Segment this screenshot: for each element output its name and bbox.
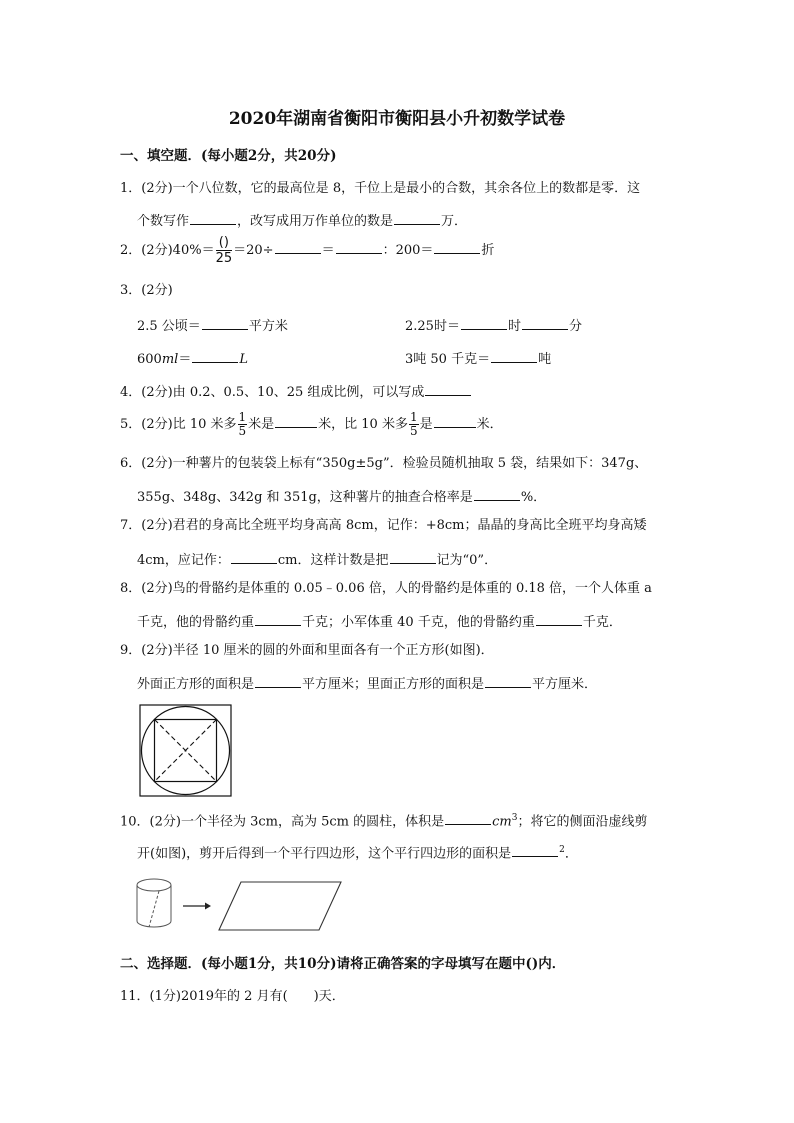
answer-blank[interactable]: [461, 316, 507, 330]
q3-c-unit-l: L: [239, 352, 248, 367]
q3-a-unit: 平方米: [248, 319, 288, 334]
answer-blank[interactable]: [275, 414, 317, 428]
q2-part3: ＝: [321, 243, 335, 258]
answer-blank[interactable]: [394, 211, 440, 225]
q2-prefix: 2．(2分)40%＝: [120, 243, 215, 258]
q5-p2: 米是: [248, 417, 275, 432]
q3-d-unit: 吨: [538, 352, 552, 367]
answer-blank[interactable]: [445, 811, 491, 825]
answer-blank[interactable]: [255, 612, 301, 626]
q3-b-unit-2: 分: [568, 319, 582, 334]
fraction-numerator: (): [216, 235, 233, 251]
q5-p5: 米．: [476, 417, 503, 432]
question-9-line-1: 9．(2分)半径 10 厘米的圆的外面和里面各有一个正方形(如图)．: [120, 643, 494, 658]
q1-text-b: ，改写成用万作单位的数是: [237, 214, 394, 229]
question-10-line-2: 开(如图)，剪开后得到一个平行四边形，这个平行四边形的面积是 $^2$．: [137, 845, 578, 862]
question-1-line-2: [137, 211, 467, 230]
parallelogram: [219, 882, 341, 930]
q9-text-a: 外面正方形的面积是: [137, 677, 255, 692]
q3-c-eq: ＝: [178, 352, 192, 367]
question-7-line-2: [137, 550, 497, 569]
answer-blank[interactable]: [425, 382, 471, 396]
fraction-denominator: 25: [215, 251, 233, 266]
answer-blank[interactable]: [512, 843, 558, 857]
q7-text-c: 记为“0”．: [436, 553, 498, 568]
q3-c-unit: ml: [161, 352, 179, 367]
q10-text-e: ．: [564, 846, 578, 862]
q3-b-text: 2.25时＝: [405, 319, 460, 334]
question-3-b: [405, 316, 582, 335]
circle-square-figure: [139, 704, 233, 798]
q3-c-num: 600: [137, 352, 162, 367]
answer-blank[interactable]: [202, 316, 248, 330]
answer-blank[interactable]: [390, 550, 436, 564]
q3-a-text: 2.5 公顷＝: [137, 319, 201, 334]
question-3-d: [405, 349, 551, 368]
answer-blank[interactable]: [474, 487, 520, 501]
section-1-heading: 一、填空题．(每小题2分，共20分): [120, 148, 337, 164]
q10-unit: cm: [492, 814, 512, 830]
q4-text: 4．(2分)由 0.2、0.5、10、25 组成比例，可以写成: [120, 385, 425, 400]
question-6-line-1: 6．(2分)一种薯片的包装袋上标有“350g±5g”．检验员随机抽取 5 袋，结果如下：347g、: [120, 456, 648, 471]
q1-text-a: 个数写作: [137, 214, 190, 229]
question-5: [120, 408, 503, 442]
q2-part2: ＝20÷: [233, 243, 274, 258]
answer-blank[interactable]: [434, 414, 476, 428]
question-8-line-1: 8．(2分)鸟的骨骼约是体重的 0.05﹣0.06 倍，人的骨骼约是体重的 0.18 倍，一个人体重 a: [120, 581, 652, 596]
fraction: [216, 235, 233, 266]
fraction-denominator: 5: [238, 424, 247, 438]
q5-p3: 米，比 10 米多: [318, 417, 408, 432]
answer-blank[interactable]: [255, 674, 301, 688]
q7-text-a: 4cm，应记作：: [137, 553, 230, 568]
question-3-head: 3．(2分): [120, 283, 173, 298]
q3-b-unit-1: 时: [507, 319, 521, 334]
question-2: [120, 233, 494, 269]
fraction: [409, 411, 419, 438]
answer-blank[interactable]: [536, 612, 582, 626]
answer-blank[interactable]: [491, 349, 537, 363]
q9-text-b: 平方厘米；里面正方形的面积是: [302, 677, 485, 692]
q7-text-b: cm．这样计数是把: [277, 553, 389, 568]
q9-text-c: 平方厘米．: [532, 677, 598, 692]
answer-blank[interactable]: [275, 240, 321, 254]
page-title: 2020年湖南省衡阳市衡阳县小升初数学试卷: [228, 109, 566, 129]
question-3-a: [137, 316, 288, 335]
q8-text-c: 千克．: [582, 615, 622, 630]
fraction-numerator: 1: [409, 410, 418, 424]
fraction-denominator: 5: [409, 424, 418, 438]
question-11: 11．(1分)2019年的 2 月有( )天．: [120, 989, 345, 1004]
q6-text: 355g、348g、342g 和 351g，这种薯片的抽查合格率是: [137, 490, 473, 505]
question-9-line-2: [137, 674, 597, 693]
cylinder-to-parallelogram-figure: [133, 874, 353, 934]
fraction-numerator: 1: [238, 410, 247, 424]
question-7-line-1: 7．(2分)君君的身高比全班平均身高高 8cm，记作：+8cm；晶晶的身高比全班平均身高矮: [120, 518, 647, 533]
answer-blank[interactable]: [485, 674, 531, 688]
answer-blank[interactable]: [522, 316, 568, 330]
section-2-heading: 二、选择题．(每小题1分，共10分)请将正确答案的字母填写在题中()内．: [120, 956, 566, 972]
question-1-line-1: 1．(2分)一个八位数，它的最高位是 8，千位上是最小的合数，其余各位上的数都是零．这: [120, 181, 641, 196]
q10-text-a: 10．(2分)一个半径为 3cm，高为 5cm 的圆柱，体积是: [120, 814, 445, 830]
q2-part4: ：200＝: [382, 243, 434, 258]
cylinder-top: [137, 879, 171, 891]
answer-blank[interactable]: [434, 240, 480, 254]
answer-blank[interactable]: [231, 550, 277, 564]
fraction: [238, 411, 248, 438]
q8-text-a: 千克，他的骨骼约重: [137, 615, 255, 630]
answer-blank[interactable]: [192, 349, 238, 363]
cylinder-bottom: [137, 921, 171, 927]
q10-text-d: 开(如图)，剪开后得到一个平行四边形，这个平行四边形的面积是: [137, 846, 512, 862]
question-4: [120, 382, 472, 401]
answer-blank[interactable]: [336, 240, 382, 254]
arrow-head-icon: [205, 903, 211, 910]
answer-blank[interactable]: [190, 211, 236, 225]
question-8-line-2: [137, 612, 622, 631]
cut-dashed-line: [149, 891, 159, 927]
question-10-line-1: 10．(2分)一个半径为 3cm，高为 5cm 的圆柱，体积是 $cm^3$；将它的侧面沿虚线剪: [120, 813, 648, 830]
q2-part5: 折: [481, 243, 495, 258]
q3-d-text: 3吨 50 千克＝: [405, 352, 491, 367]
question-3-c: [137, 349, 248, 368]
q5-p4: 是: [419, 417, 433, 432]
q10-text-c: ；将它的侧面沿虚线剪: [517, 814, 648, 830]
question-6-line-2: [137, 487, 546, 506]
q6-unit: %．: [520, 490, 547, 505]
q8-text-b: 千克；小军体重 40 千克，他的骨骼约重: [302, 615, 535, 630]
q1-text-c: 万．: [441, 214, 468, 229]
q5-p1: 5．(2分)比 10 米多: [120, 417, 237, 432]
